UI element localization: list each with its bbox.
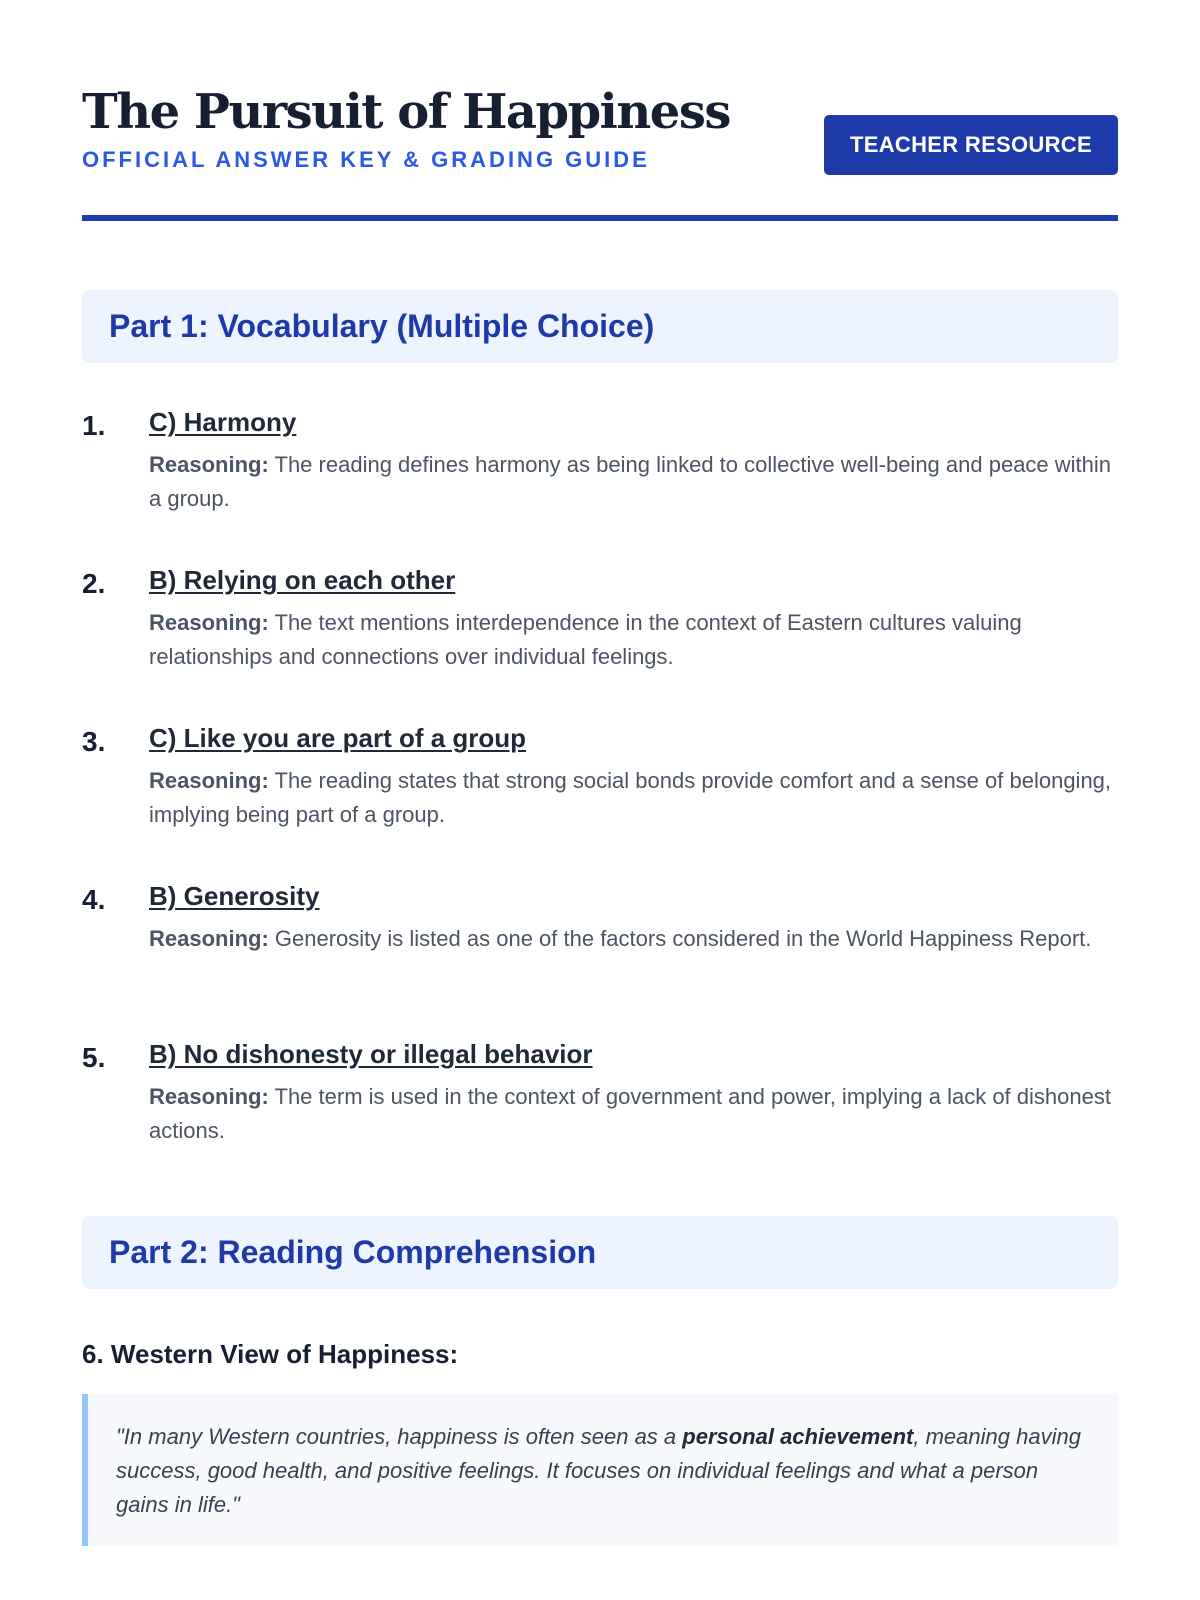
answer-choice: B) Generosity bbox=[149, 881, 320, 911]
answer-reasoning bbox=[149, 764, 1118, 832]
reasoning-label: Reasoning: bbox=[149, 452, 269, 477]
answer-item bbox=[82, 880, 1118, 998]
header-divider bbox=[82, 215, 1118, 221]
answer-number: 3. bbox=[82, 726, 106, 757]
answer-number: 4. bbox=[82, 884, 106, 915]
reasoning-text: Generosity is listed as one of the factors considered in the World Happiness Report. bbox=[268, 926, 1092, 951]
question-6-title: 6. Western View of Happiness: bbox=[82, 1339, 459, 1369]
answer-item bbox=[82, 406, 1118, 524]
document-subtitle: OFFICIAL ANSWER KEY & GRADING GUIDE bbox=[82, 147, 650, 172]
reasoning-text: The text mentions interdependence in the context of Eastern cultures valuing relationships and connections over individual feelings. bbox=[149, 610, 1022, 669]
answer-reasoning bbox=[149, 606, 1118, 674]
quote-text-end: , meaning having success, good health, and positive feelings. It focuses on individual feelings and what a person gains in life." bbox=[116, 1424, 1081, 1517]
answer-choice: B) No dishonesty or illegal behavior bbox=[149, 1039, 593, 1069]
answer-number: 2. bbox=[82, 568, 106, 599]
quote-key-phrase: personal achievement bbox=[682, 1424, 914, 1449]
reasoning-text: The term is used in the context of government and power, implying a lack of dishonest actions. bbox=[149, 1084, 1111, 1143]
western-view-quote bbox=[82, 1394, 1118, 1546]
reasoning-text: The reading defines harmony as being linked to collective well-being and peace within a group. bbox=[149, 452, 1112, 511]
answer-reasoning bbox=[149, 448, 1118, 516]
answer-item bbox=[82, 564, 1118, 682]
answer-choice: C) Harmony bbox=[149, 407, 297, 437]
answer-reasoning bbox=[149, 1080, 1118, 1148]
answer-choice: C) Like you are part of a group bbox=[149, 723, 527, 753]
part1-heading: Part 1: Vocabulary (Multiple Choice) bbox=[82, 290, 1118, 363]
answer-number: 5. bbox=[82, 1042, 106, 1073]
reasoning-label: Reasoning: bbox=[149, 926, 269, 951]
answer-reasoning bbox=[149, 922, 1118, 956]
part2-heading: Part 2: Reading Comprehension bbox=[82, 1216, 1118, 1289]
reasoning-label: Reasoning: bbox=[149, 768, 269, 793]
document-title: The Pursuit of Happiness bbox=[82, 84, 730, 140]
answer-number: 1. bbox=[82, 410, 106, 441]
reasoning-label: Reasoning: bbox=[149, 1084, 269, 1109]
answer-item bbox=[82, 722, 1118, 840]
document-header bbox=[82, 0, 1118, 222]
teacher-resource-badge: TEACHER RESOURCE bbox=[824, 115, 1118, 175]
quote-text-start: "In many Western countries, happiness is often seen as a bbox=[116, 1424, 683, 1449]
answer-choice: B) Relying on each other bbox=[149, 565, 456, 595]
reasoning-text: The reading states that strong social bonds provide comfort and a sense of belonging, implying being part of a group. bbox=[149, 768, 1112, 827]
reasoning-label: Reasoning: bbox=[149, 610, 269, 635]
answer-item bbox=[82, 1038, 1118, 1156]
vocabulary-answer-list bbox=[82, 406, 1118, 1156]
